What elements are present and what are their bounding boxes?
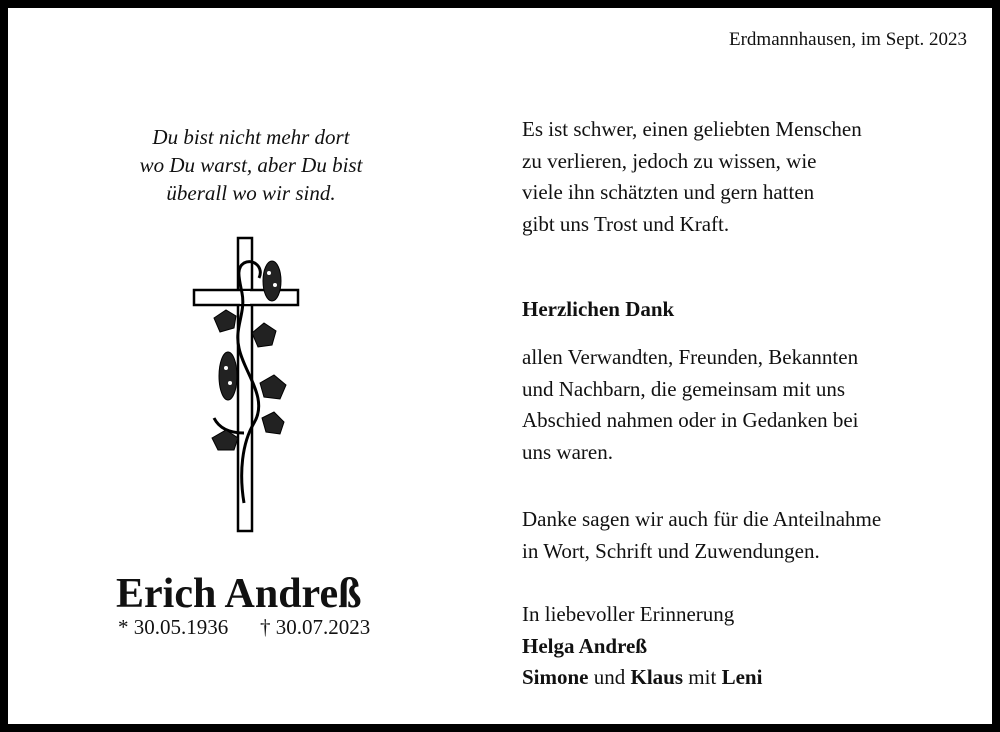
signer: Simone (522, 665, 589, 689)
signature-block (522, 599, 762, 694)
obituary-notice (8, 8, 992, 724)
signer: Leni (721, 665, 763, 689)
deceased-name: Erich Andreß (116, 571, 362, 617)
cross-with-vine-icon (184, 233, 314, 538)
text-line: zu verlieren, jedoch zu wissen, wie (522, 148, 817, 173)
text-line: Danke sagen wir auch für die Anteilnahme (522, 507, 882, 531)
place-date: Erdmannhausen, im Sept. 2023 (729, 29, 967, 50)
motto-line: Du bist nicht mehr dort (152, 125, 350, 149)
thanks-text (522, 342, 858, 468)
motto-line: überall wo wir sind. (166, 181, 336, 205)
text-line: uns waren. (522, 439, 613, 464)
text-line: allen Verwandten, Freunden, Bekannten (522, 345, 859, 369)
text-line: und Nachbarn, die gemeinsam mit uns (522, 376, 846, 401)
text-line: in Wort, Schrift und Zuwendungen. (522, 538, 820, 563)
thanks-heading: Herzlichen Dank (522, 297, 675, 321)
text-line: Es ist schwer, einen geliebten Menschen (522, 117, 862, 141)
signer: Helga Andreß (522, 633, 648, 658)
text-line: viele ihn schätzten und gern hatten (522, 180, 815, 204)
conjunction: mit (688, 665, 717, 689)
text-line: Abschied nahmen oder in Gedanken bei (522, 408, 859, 432)
conjunction: und (593, 665, 626, 689)
birth-date: * 30.05.1936 (118, 615, 229, 639)
closing-line: In liebevoller Erinnerung (522, 602, 735, 626)
text-line: gibt uns Trost und Kraft. (522, 211, 730, 236)
death-date: † 30.07.2023 (260, 615, 371, 639)
motto-line: wo Du warst, aber Du bist (139, 153, 363, 177)
thanks-text-2 (522, 504, 881, 567)
signer-line (522, 662, 762, 694)
signer: Klaus (630, 665, 684, 689)
intro-text (522, 114, 862, 240)
motto (106, 123, 396, 207)
